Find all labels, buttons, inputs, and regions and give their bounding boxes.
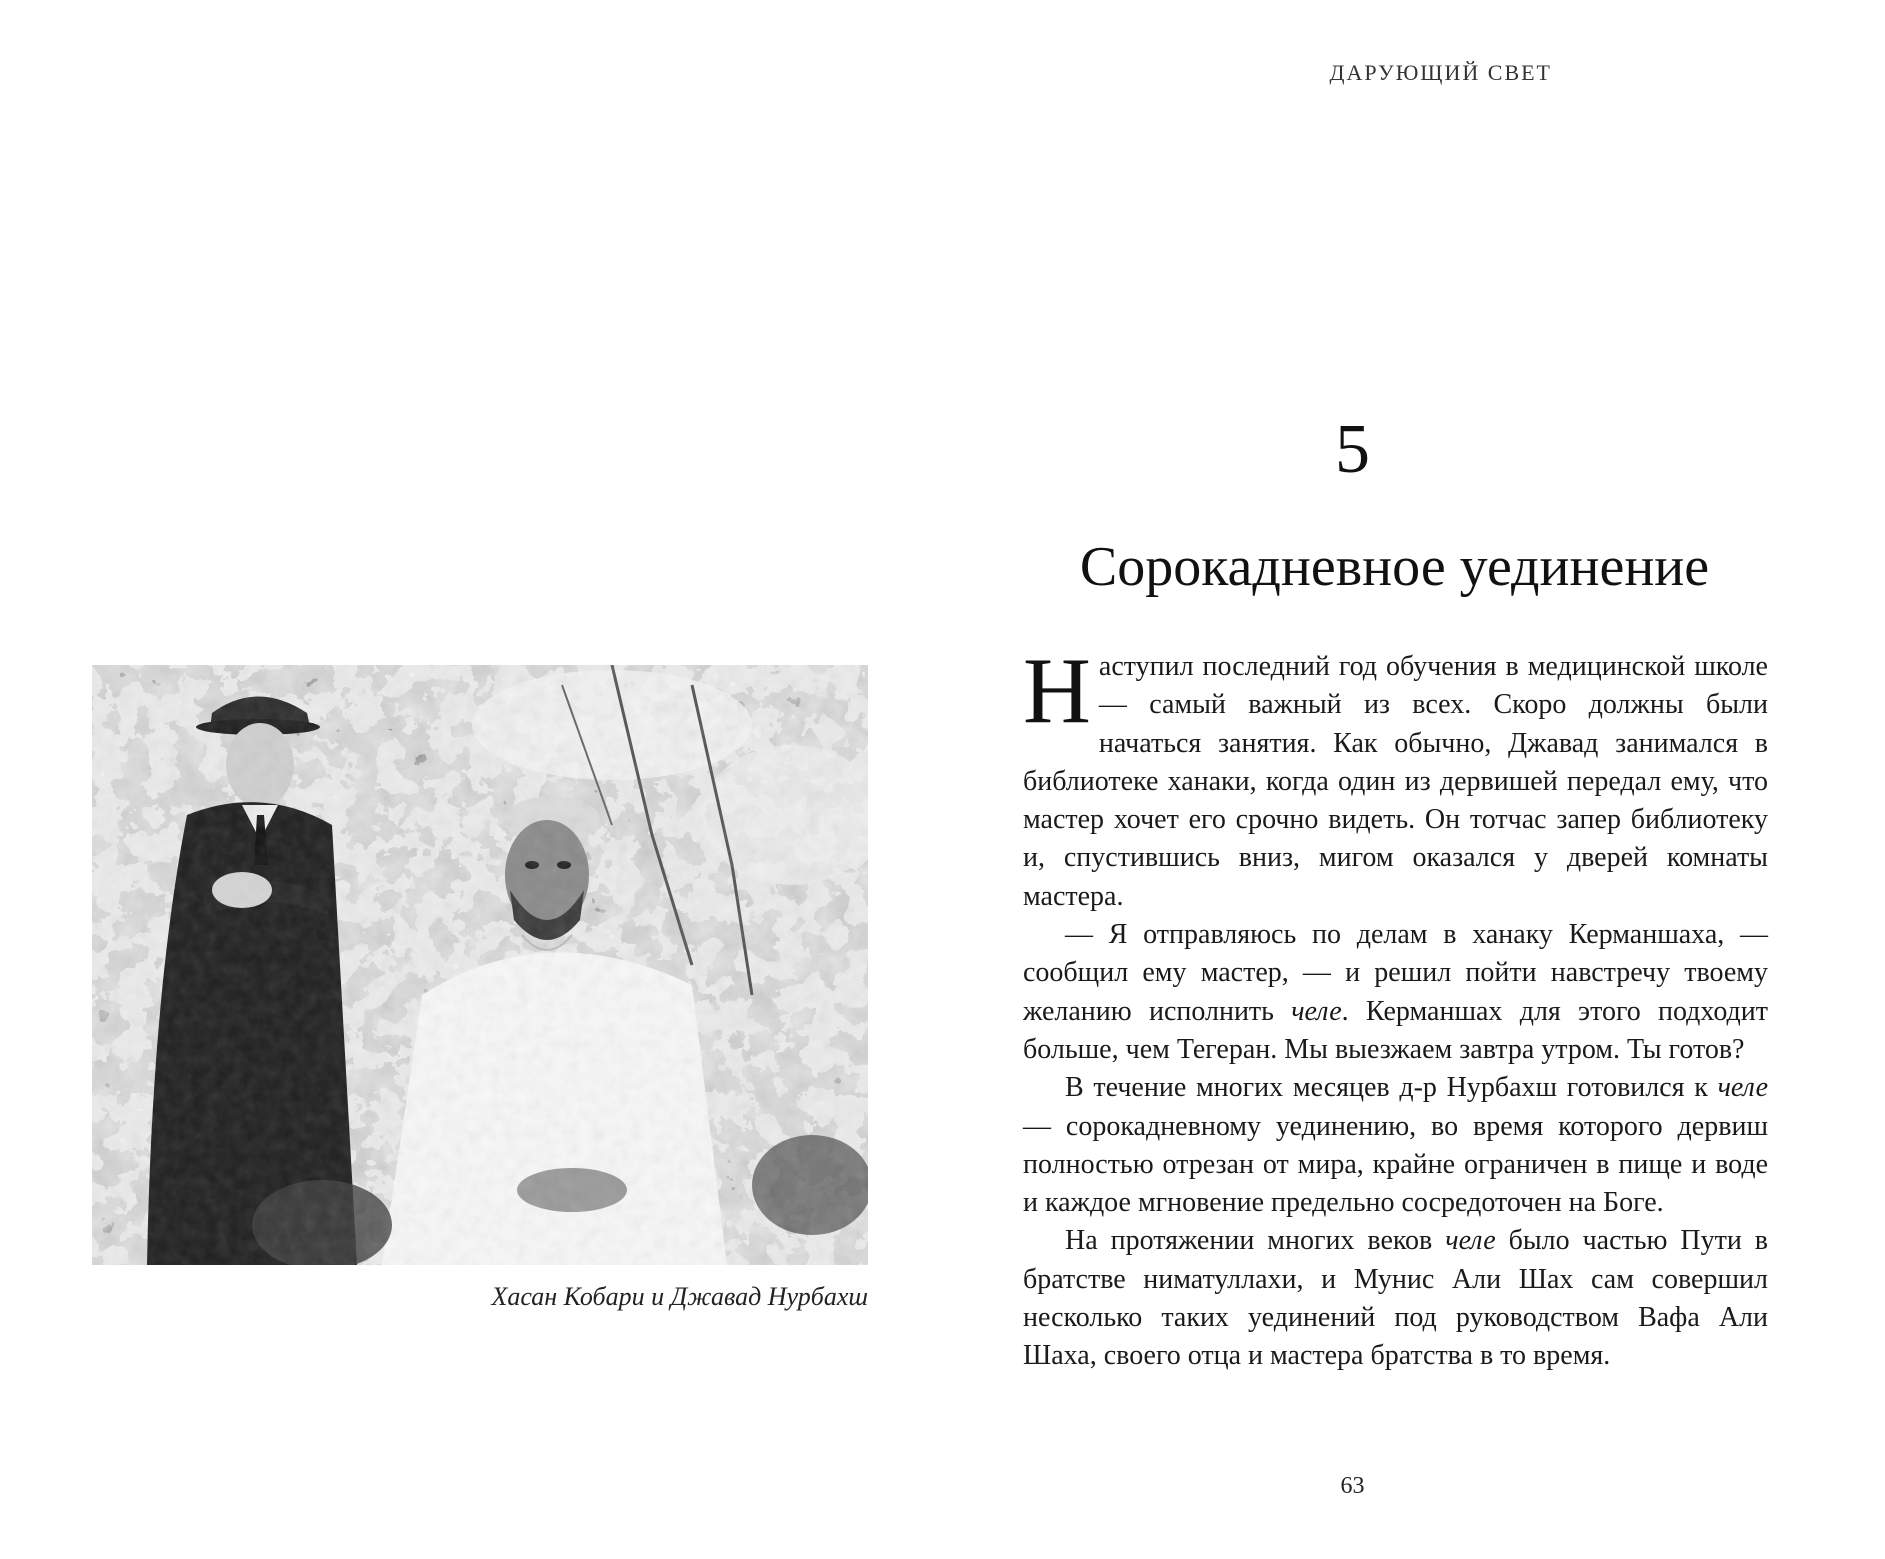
paragraph-text: было частью Пути в братстве ниматуллахи, и Мунис Али Шах сам совершил несколько таких уединений под руководством Вафа Али Шаха, своего отца и мастера братства в то время. [1023, 1225, 1768, 1372]
italic-term: челе [1717, 1072, 1768, 1104]
left-page [0, 0, 940, 1559]
paragraph [1023, 1222, 1768, 1375]
paragraph [1023, 1069, 1768, 1222]
italic-term: челе [1291, 995, 1342, 1027]
chapter-title: Сорокадневное уединение [1079, 536, 1710, 598]
paragraph-text: — Я отправляюсь по делам в ханаку Керманшаха, — сообщил ему мастер, — и решил пойти навстречу твоему желанию исполнить [1023, 919, 1768, 1027]
drop-cap: Н [1023, 639, 1091, 743]
paragraph-text: . Керманшах для этого подходит больше, чем Тегеран. Мы выезжаем завтра утром. Ты готов? [1023, 995, 1769, 1065]
paragraph [1023, 639, 1768, 916]
paragraph-text: В течение многих месяцев д-р Нурбахш готовился к [1065, 1072, 1718, 1104]
chapter-body [1023, 639, 1769, 1376]
photo-caption: Хасан Кобари и Джавад Нурбахш [491, 1282, 868, 1311]
right-page [940, 0, 1885, 1559]
paragraph-text: — сорокадневному уединению, во время которого дервиш полностью отрезан от мира, крайне ограничен в пище и воде и каждое мгновение предельно сосредоточен на Боге. [1023, 1110, 1768, 1219]
photo-image [92, 665, 868, 1265]
italic-term: челе [1445, 1225, 1496, 1257]
paragraph-text: На протяжении многих веков [1065, 1225, 1446, 1257]
paragraph [1023, 916, 1768, 1069]
photo-two-men-in-garden [92, 665, 868, 1265]
paragraph-text: аступил последний год обучения в медицинской школе — самый важный из всех. Скоро должны были начаться занятия. Как обычно, Джавад занимался в библиотеке ханаки, когда один из дервишей передал ему, что мастер хочет его срочно видеть. Он тотчас запер библиотеку и, спустившись вниз, мигом оказался у дверей комнаты мастера. [1023, 651, 1768, 912]
page-number: 63 [1340, 1473, 1365, 1499]
chapter-number: 5 [1335, 411, 1370, 488]
running-head: ДАРУЮЩИЙ СВЕТ [1329, 60, 1552, 85]
